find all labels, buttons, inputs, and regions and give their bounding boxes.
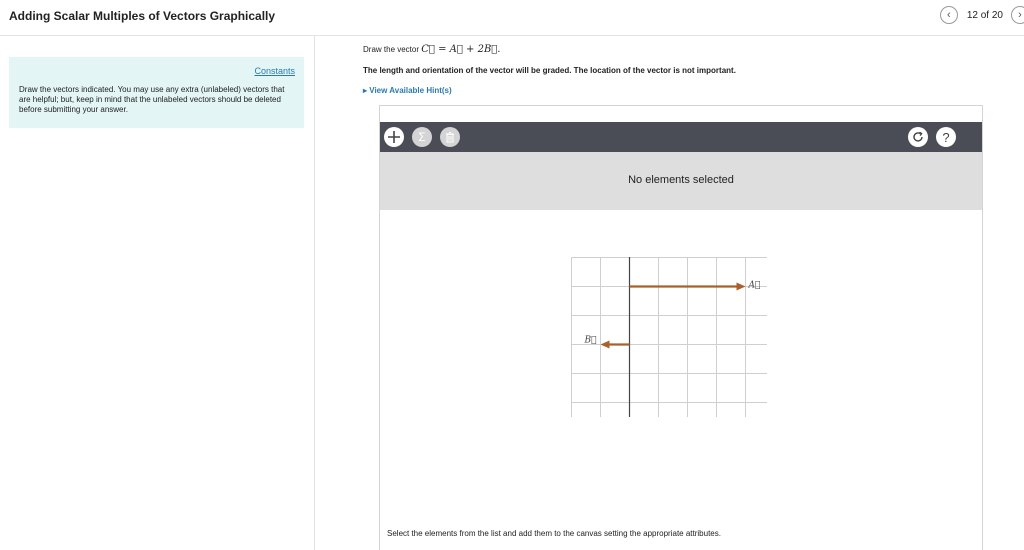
vector-a-arrowhead bbox=[737, 283, 746, 291]
tool-toolbar bbox=[380, 122, 982, 152]
problem-prompt bbox=[363, 44, 501, 55]
trash-icon bbox=[444, 131, 456, 143]
prev-button[interactable] bbox=[940, 6, 958, 24]
prompt-equation: C⃗ = A⃗ + 2B⃗. bbox=[421, 44, 501, 55]
vector-drawing-tool bbox=[379, 105, 983, 550]
view-hints-link[interactable] bbox=[363, 86, 452, 95]
chevron-left-icon: ‹ bbox=[947, 9, 951, 21]
column-divider bbox=[314, 36, 315, 550]
delete-button[interactable] bbox=[440, 127, 460, 147]
chevron-right-icon: › bbox=[1018, 9, 1022, 21]
view-hints-label: View Available Hint(s) bbox=[369, 86, 452, 95]
page-title: Adding Scalar Multiples of Vectors Graphically bbox=[9, 9, 276, 23]
sigma-icon: Σ bbox=[418, 130, 426, 144]
instructions-box bbox=[9, 57, 304, 128]
vector-grid[interactable] bbox=[571, 257, 767, 417]
tool-instructions: Select the elements from the list and add them to the canvas setting the appropriate attributes. bbox=[387, 529, 721, 538]
reset-icon bbox=[911, 130, 925, 144]
reset-button[interactable] bbox=[908, 127, 928, 147]
vector-a[interactable] bbox=[630, 281, 761, 291]
vector-a-label: A⃗ bbox=[748, 280, 761, 291]
graded-note: The length and orientation of the vector will be graded. The location of the vector is not important. bbox=[363, 66, 736, 75]
vectors bbox=[584, 281, 761, 349]
next-button[interactable] bbox=[1011, 6, 1024, 24]
vector-b[interactable] bbox=[584, 336, 630, 349]
selection-status-bar bbox=[380, 152, 982, 210]
triangle-right-icon: ▸ bbox=[363, 86, 370, 95]
add-element-button[interactable] bbox=[384, 127, 404, 147]
pager bbox=[940, 6, 1024, 24]
vector-b-arrowhead bbox=[601, 341, 610, 349]
plus-icon bbox=[387, 130, 401, 144]
sum-button[interactable] bbox=[412, 127, 432, 147]
prompt-prefix: Draw the vector bbox=[363, 45, 422, 54]
selection-status: No elements selected bbox=[628, 174, 734, 186]
page-count: 12 of 20 bbox=[966, 9, 1003, 21]
header-divider bbox=[0, 35, 1024, 36]
grid-lines bbox=[571, 257, 767, 417]
constants-link[interactable]: Constants bbox=[254, 66, 295, 76]
instructions-text: Draw the vectors indicated. You may use any extra (unlabeled) vectors that are helpful; but, keep in mind that the unlabeled vectors should be deleted before submitting your answer. bbox=[19, 85, 285, 114]
vector-b-label: B⃗ bbox=[584, 335, 597, 346]
axes bbox=[629, 257, 631, 417]
help-icon: ? bbox=[942, 129, 950, 145]
help-button[interactable] bbox=[936, 127, 956, 147]
